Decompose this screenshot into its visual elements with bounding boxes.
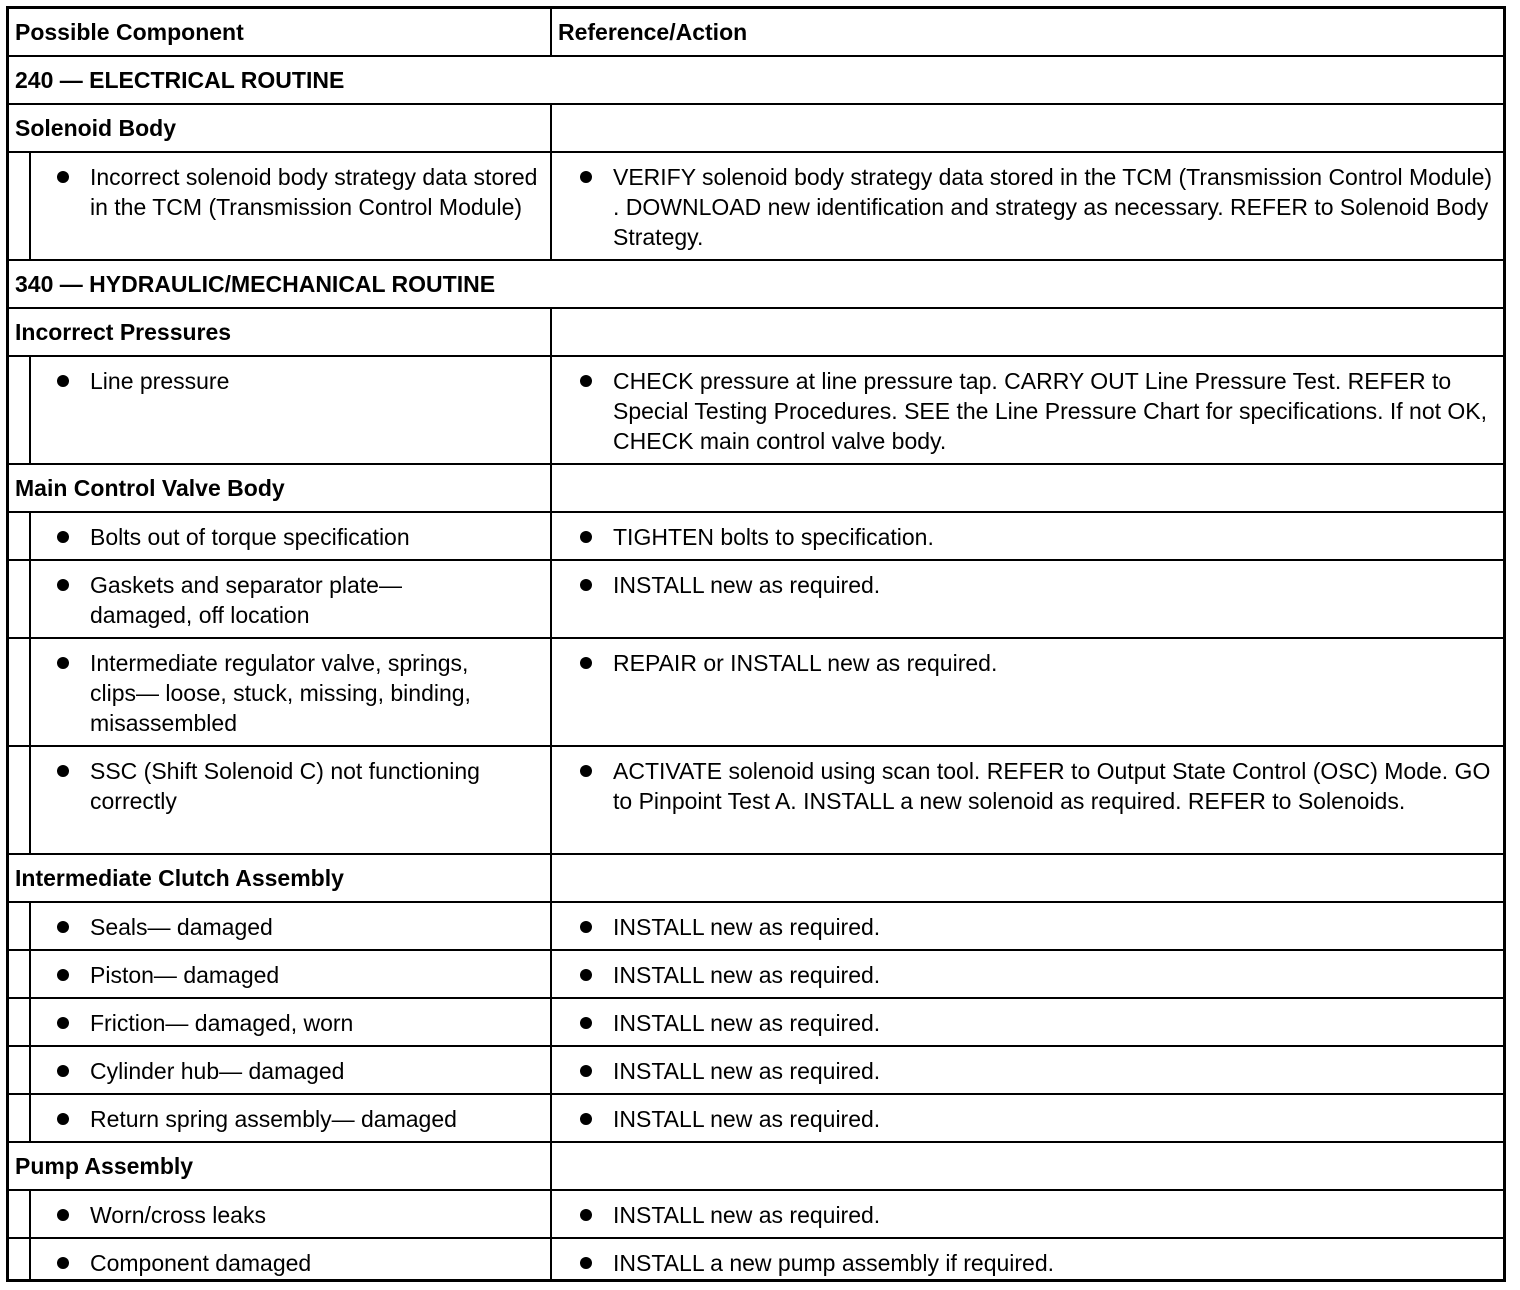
indent-cell xyxy=(9,999,31,1045)
table-row xyxy=(9,1189,1503,1237)
action-cell xyxy=(552,1095,1503,1141)
action-cell xyxy=(552,1191,1503,1237)
component-item xyxy=(31,561,550,637)
action-cell xyxy=(552,903,1503,949)
group-row xyxy=(9,103,1503,151)
action-item xyxy=(552,1095,1503,1141)
action-cell xyxy=(552,153,1503,259)
component-text: Component damaged xyxy=(90,1250,312,1276)
table-row xyxy=(9,559,1503,637)
component-text: Piston— damaged xyxy=(90,962,280,988)
group-title: Incorrect Pressures xyxy=(15,319,232,345)
action-item xyxy=(552,357,1503,463)
action-cell xyxy=(552,561,1503,637)
action-item xyxy=(552,513,1503,559)
table-row xyxy=(9,1237,1503,1282)
bullet-icon xyxy=(55,1056,90,1085)
table-row xyxy=(9,355,1503,463)
bullet-icon xyxy=(55,960,90,989)
component-text: Worn/cross leaks xyxy=(90,1202,266,1228)
bullet-icon xyxy=(578,570,613,629)
table-row xyxy=(9,949,1503,997)
bullet-icon xyxy=(55,1008,90,1037)
action-item xyxy=(552,1047,1503,1093)
action-item xyxy=(552,1191,1503,1237)
group-cell xyxy=(9,465,552,511)
bullet-icon xyxy=(55,648,90,737)
bullet-icon xyxy=(578,648,613,737)
component-cell xyxy=(9,903,552,949)
component-item xyxy=(31,357,550,463)
bullet-icon xyxy=(578,522,613,551)
action-item xyxy=(552,747,1503,853)
bullet-icon xyxy=(578,1104,613,1133)
bullet-icon xyxy=(578,1200,613,1229)
action-text: INSTALL new as required. xyxy=(613,1106,881,1132)
column-header-component: Possible Component xyxy=(15,19,244,45)
table-row xyxy=(9,637,1503,745)
header-cell-action xyxy=(552,9,1503,55)
indent-cell xyxy=(9,1047,31,1093)
action-text: INSTALL new as required. xyxy=(613,572,881,598)
group-cell xyxy=(9,105,552,151)
group-empty-cell xyxy=(552,1143,1503,1189)
component-cell xyxy=(9,951,552,997)
bullet-icon xyxy=(578,366,613,455)
action-cell xyxy=(552,747,1503,853)
table-row xyxy=(9,745,1503,853)
column-header-action: Reference/Action xyxy=(558,19,748,45)
action-cell xyxy=(552,999,1503,1045)
action-cell xyxy=(552,1239,1503,1282)
action-cell xyxy=(552,951,1503,997)
component-cell xyxy=(9,513,552,559)
indent-cell xyxy=(9,357,31,463)
group-row xyxy=(9,307,1503,355)
component-item xyxy=(31,153,550,259)
component-text: Friction— damaged, worn xyxy=(90,1010,354,1036)
group-empty-cell xyxy=(552,855,1503,901)
action-cell xyxy=(552,357,1503,463)
indent-cell xyxy=(9,561,31,637)
action-item xyxy=(552,639,1503,745)
action-item xyxy=(552,1239,1503,1282)
component-cell xyxy=(9,999,552,1045)
component-text: Bolts out of torque specification xyxy=(90,524,410,550)
bullet-icon xyxy=(55,162,90,251)
bullet-icon xyxy=(55,522,90,551)
group-row xyxy=(9,1141,1503,1189)
bullet-icon xyxy=(578,912,613,941)
action-text: TIGHTEN bolts to specification. xyxy=(613,524,934,550)
bullet-icon xyxy=(55,1200,90,1229)
component-cell xyxy=(9,153,552,259)
section-row xyxy=(9,55,1503,103)
indent-cell xyxy=(9,1191,31,1237)
component-cell xyxy=(9,747,552,853)
group-empty-cell xyxy=(552,309,1503,355)
component-cell xyxy=(9,1239,552,1282)
group-cell xyxy=(9,1143,552,1189)
component-item xyxy=(31,1191,550,1237)
group-title: Intermediate Clutch Assembly xyxy=(15,865,344,891)
group-cell xyxy=(9,309,552,355)
section-row xyxy=(9,259,1503,307)
bullet-icon xyxy=(55,366,90,455)
component-item xyxy=(31,951,550,997)
component-item xyxy=(31,1095,550,1141)
action-item xyxy=(552,561,1503,637)
group-empty-cell xyxy=(552,105,1503,151)
table-header-row xyxy=(9,9,1503,55)
bullet-icon xyxy=(578,1056,613,1085)
diagnostic-table xyxy=(6,6,1506,1282)
bullet-icon xyxy=(578,756,613,845)
action-cell xyxy=(552,1047,1503,1093)
action-text: INSTALL new as required. xyxy=(613,962,881,988)
component-text: Incorrect solenoid body strategy data stored in the TCM (Transmission Control Module) xyxy=(90,164,538,220)
action-text: VERIFY solenoid body strategy data stored in the TCM (Transmission Control Module) . DOWNLOAD new identification and strategy as necessary. REFER to Solenoid Body Strategy. xyxy=(613,164,1493,250)
bullet-icon xyxy=(578,162,613,251)
action-item xyxy=(552,999,1503,1045)
action-text: INSTALL a new pump assembly if required. xyxy=(613,1250,1055,1276)
action-text: INSTALL new as required. xyxy=(613,1058,881,1084)
action-text: CHECK pressure at line pressure tap. CARRY OUT Line Pressure Test. REFER to Special Testing Procedures. SEE the Line Pressure Chart for specifications. If not OK, CHECK main control valve body. xyxy=(613,368,1488,454)
component-item xyxy=(31,999,550,1045)
component-item xyxy=(31,513,550,559)
bullet-icon xyxy=(55,570,90,629)
bullet-icon xyxy=(578,1248,613,1274)
bullet-icon xyxy=(578,960,613,989)
table-row xyxy=(9,511,1503,559)
action-cell xyxy=(552,639,1503,745)
bullet-icon xyxy=(55,912,90,941)
section-title: 340 — HYDRAULIC/MECHANICAL ROUTINE xyxy=(15,271,496,297)
table-row xyxy=(9,997,1503,1045)
table-row xyxy=(9,151,1503,259)
component-text: Line pressure xyxy=(90,368,230,394)
component-text: Intermediate regulator valve, springs, clips— loose, stuck, missing, binding, misassembled xyxy=(90,650,471,736)
component-text: Cylinder hub— damaged xyxy=(90,1058,345,1084)
group-title: Solenoid Body xyxy=(15,115,176,141)
component-cell xyxy=(9,1191,552,1237)
indent-cell xyxy=(9,951,31,997)
table-row xyxy=(9,901,1503,949)
action-text: INSTALL new as required. xyxy=(613,1010,881,1036)
indent-cell xyxy=(9,747,31,853)
group-title: Pump Assembly xyxy=(15,1153,194,1179)
indent-cell xyxy=(9,903,31,949)
bullet-icon xyxy=(55,1248,90,1274)
action-item xyxy=(552,153,1503,259)
action-item xyxy=(552,903,1503,949)
component-cell xyxy=(9,357,552,463)
indent-cell xyxy=(9,153,31,259)
component-text: Seals— damaged xyxy=(90,914,273,940)
component-item xyxy=(31,747,550,853)
indent-cell xyxy=(9,639,31,745)
component-item xyxy=(31,903,550,949)
action-item xyxy=(552,951,1503,997)
header-cell-component xyxy=(9,9,552,55)
indent-cell xyxy=(9,1095,31,1141)
component-item xyxy=(31,639,550,745)
component-item xyxy=(31,1239,550,1282)
bullet-icon xyxy=(55,756,90,845)
group-empty-cell xyxy=(552,465,1503,511)
component-cell xyxy=(9,561,552,637)
table-row xyxy=(9,1045,1503,1093)
group-title: Main Control Valve Body xyxy=(15,475,285,501)
group-row xyxy=(9,853,1503,901)
bullet-icon xyxy=(578,1008,613,1037)
group-cell xyxy=(9,855,552,901)
indent-cell xyxy=(9,513,31,559)
action-text: INSTALL new as required. xyxy=(613,1202,881,1228)
action-text: INSTALL new as required. xyxy=(613,914,881,940)
section-title: 240 — ELECTRICAL ROUTINE xyxy=(15,67,345,93)
group-row xyxy=(9,463,1503,511)
action-text: ACTIVATE solenoid using scan tool. REFER to Output State Control (OSC) Mode. GO to Pinpoint Test A. INSTALL a new solenoid as required. REFER to Solenoids. xyxy=(613,758,1491,814)
component-item xyxy=(31,1047,550,1093)
component-cell xyxy=(9,1095,552,1141)
component-cell xyxy=(9,639,552,745)
indent-cell xyxy=(9,1239,31,1282)
action-text: REPAIR or INSTALL new as required. xyxy=(613,650,998,676)
action-cell xyxy=(552,513,1503,559)
component-cell xyxy=(9,1047,552,1093)
component-text: Return spring assembly— damaged xyxy=(90,1106,457,1132)
table-row xyxy=(9,1093,1503,1141)
component-text: Gaskets and separator plate— damaged, off location xyxy=(90,572,402,628)
component-text: SSC (Shift Solenoid C) not functioning correctly xyxy=(90,758,480,814)
bullet-icon xyxy=(55,1104,90,1133)
